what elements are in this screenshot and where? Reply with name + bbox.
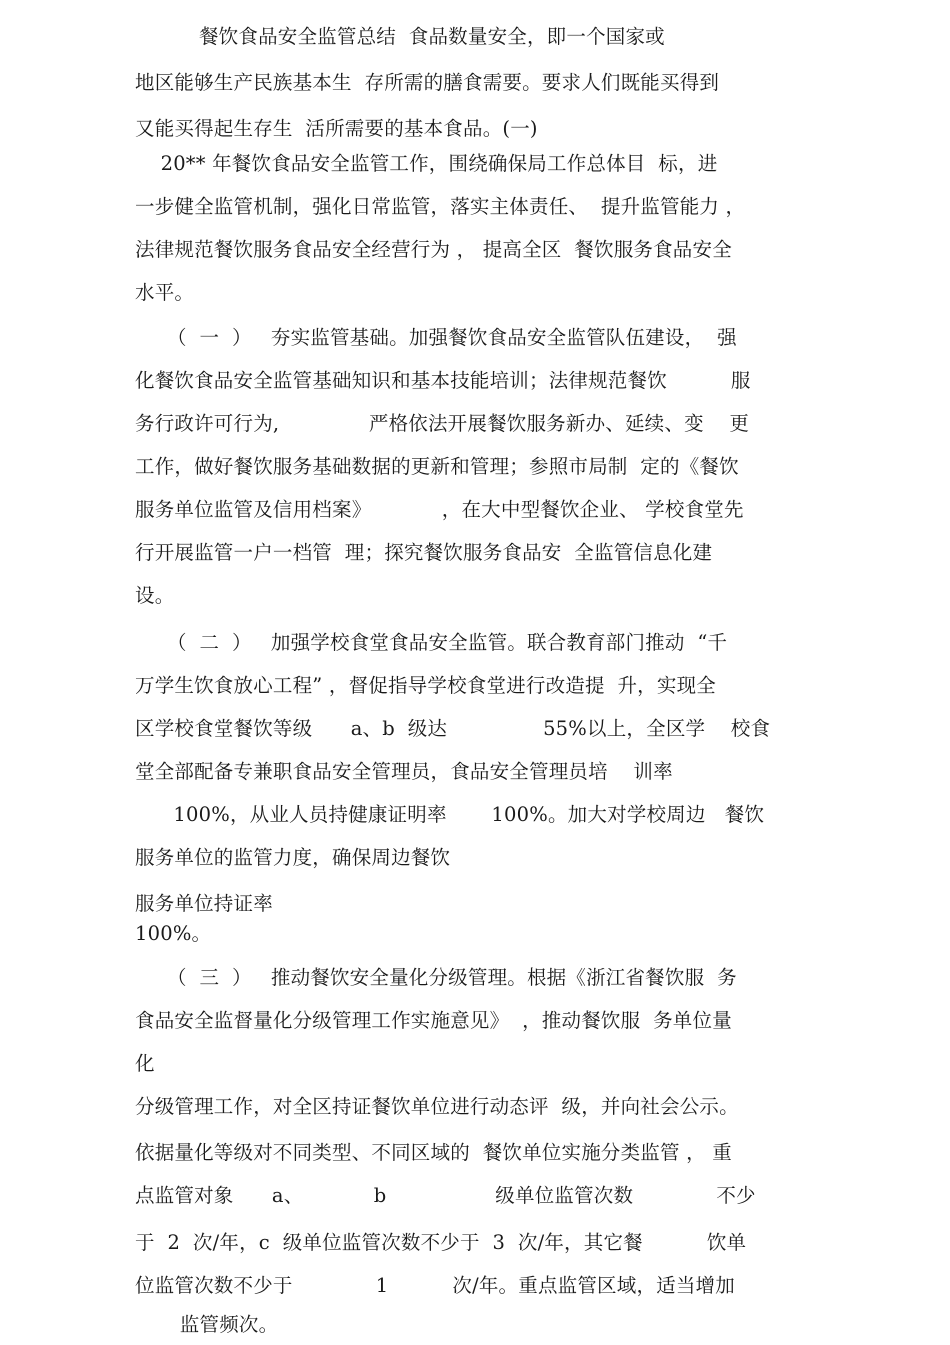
text-line: 行开展监管一户一档管 理；探究餐饮服务食品安 全监管信息化建 (135, 541, 713, 564)
text-line: 务行政许可行为, 严格依法开展餐饮服务新办、延续、变 更 (135, 412, 750, 435)
text-line: （ 一 ） 夯实监管基础。加强餐饮食品安全监管队伍建设， 强 (135, 326, 737, 349)
text-line: 依据量化等级对不同类型、不同区域的 餐饮单位实施分类监管 ， 重 (135, 1141, 732, 1164)
text-line: 又能买得起生存生 活所需要的基本食品。(一) (135, 117, 538, 140)
text-line: 20** 年餐饮食品安全监管工作，围绕确保局工作总体目 标，进 (135, 152, 718, 175)
text-line: 设。 (135, 584, 175, 607)
text-line: 于 2 次/年，c 级单位监管次数不少于 3 次/年，其它餐 饮单 (135, 1231, 747, 1254)
text-line: 水平。 (135, 281, 195, 304)
text-line: 服务单位的监管力度，确保周边餐饮 (135, 846, 451, 869)
text-line: 监管频次。 (135, 1313, 279, 1336)
text-line: 地区能够生产民族基本生 存所需的膳食需要。要求人们既能买得到 (135, 71, 720, 94)
text-line: （ 二 ） 加强学校食堂食品安全监管。联合教育部门推动 “千 (135, 631, 728, 654)
text-line: 分级管理工作，对全区持证餐饮单位进行动态评 级，并向社会公示。 (135, 1095, 739, 1118)
text-line: 100%。 (135, 922, 212, 945)
text-line: 万学生饮食放心工程” ，督促指导学校食堂进行改造提 升，实现全 (135, 674, 716, 697)
text-line: 位监管次数不少于 1 次/年。重点监管区域，适当增加 (135, 1274, 735, 1297)
text-line: 堂全部配备专兼职食品安全管理员，食品安全管理员培 训率 (135, 760, 673, 783)
text-line: 化 (135, 1052, 155, 1075)
text-line: 区学校食堂餐饮等级 a、b 级达 55%以上，全区学 校食 (135, 717, 771, 740)
text-line: 法律规范餐饮服务食品安全经营行为 ， 提高全区 餐饮服务食品安全 (135, 238, 732, 261)
text-line: 服务单位持证率 (135, 892, 273, 915)
text-line: 点监管对象 a、 b 级单位监管次数 不少 (135, 1184, 756, 1207)
text-line: （ 三 ） 推动餐饮安全量化分级管理。根据《浙江省餐饮服 务 (135, 966, 737, 989)
text-line: 食品安全监督量化分级管理工作实施意见》 ，推动餐饮服 务单位量 (135, 1009, 732, 1032)
text-line: 100%，从业人员持健康证明率 100%。加大对学校周边 餐饮 (135, 803, 765, 826)
text-line: 服务单位监管及信用档案》 ，在大中型餐饮企业、 学校食堂先 (135, 498, 744, 521)
text-line: 工作，做好餐饮服务基础数据的更新和管理；参照市局制 定的《餐饮 (135, 455, 739, 478)
text-line: 餐饮食品安全监管总结 食品数量安全，即一个国家或 (135, 25, 665, 48)
text-line: 一步健全监管机制，强化日常监管，落实主体责任、 提升监管能力 ， (135, 195, 746, 218)
text-line: 化餐饮食品安全监管基础知识和基本技能培训；法律规范餐饮 服 (135, 369, 751, 392)
